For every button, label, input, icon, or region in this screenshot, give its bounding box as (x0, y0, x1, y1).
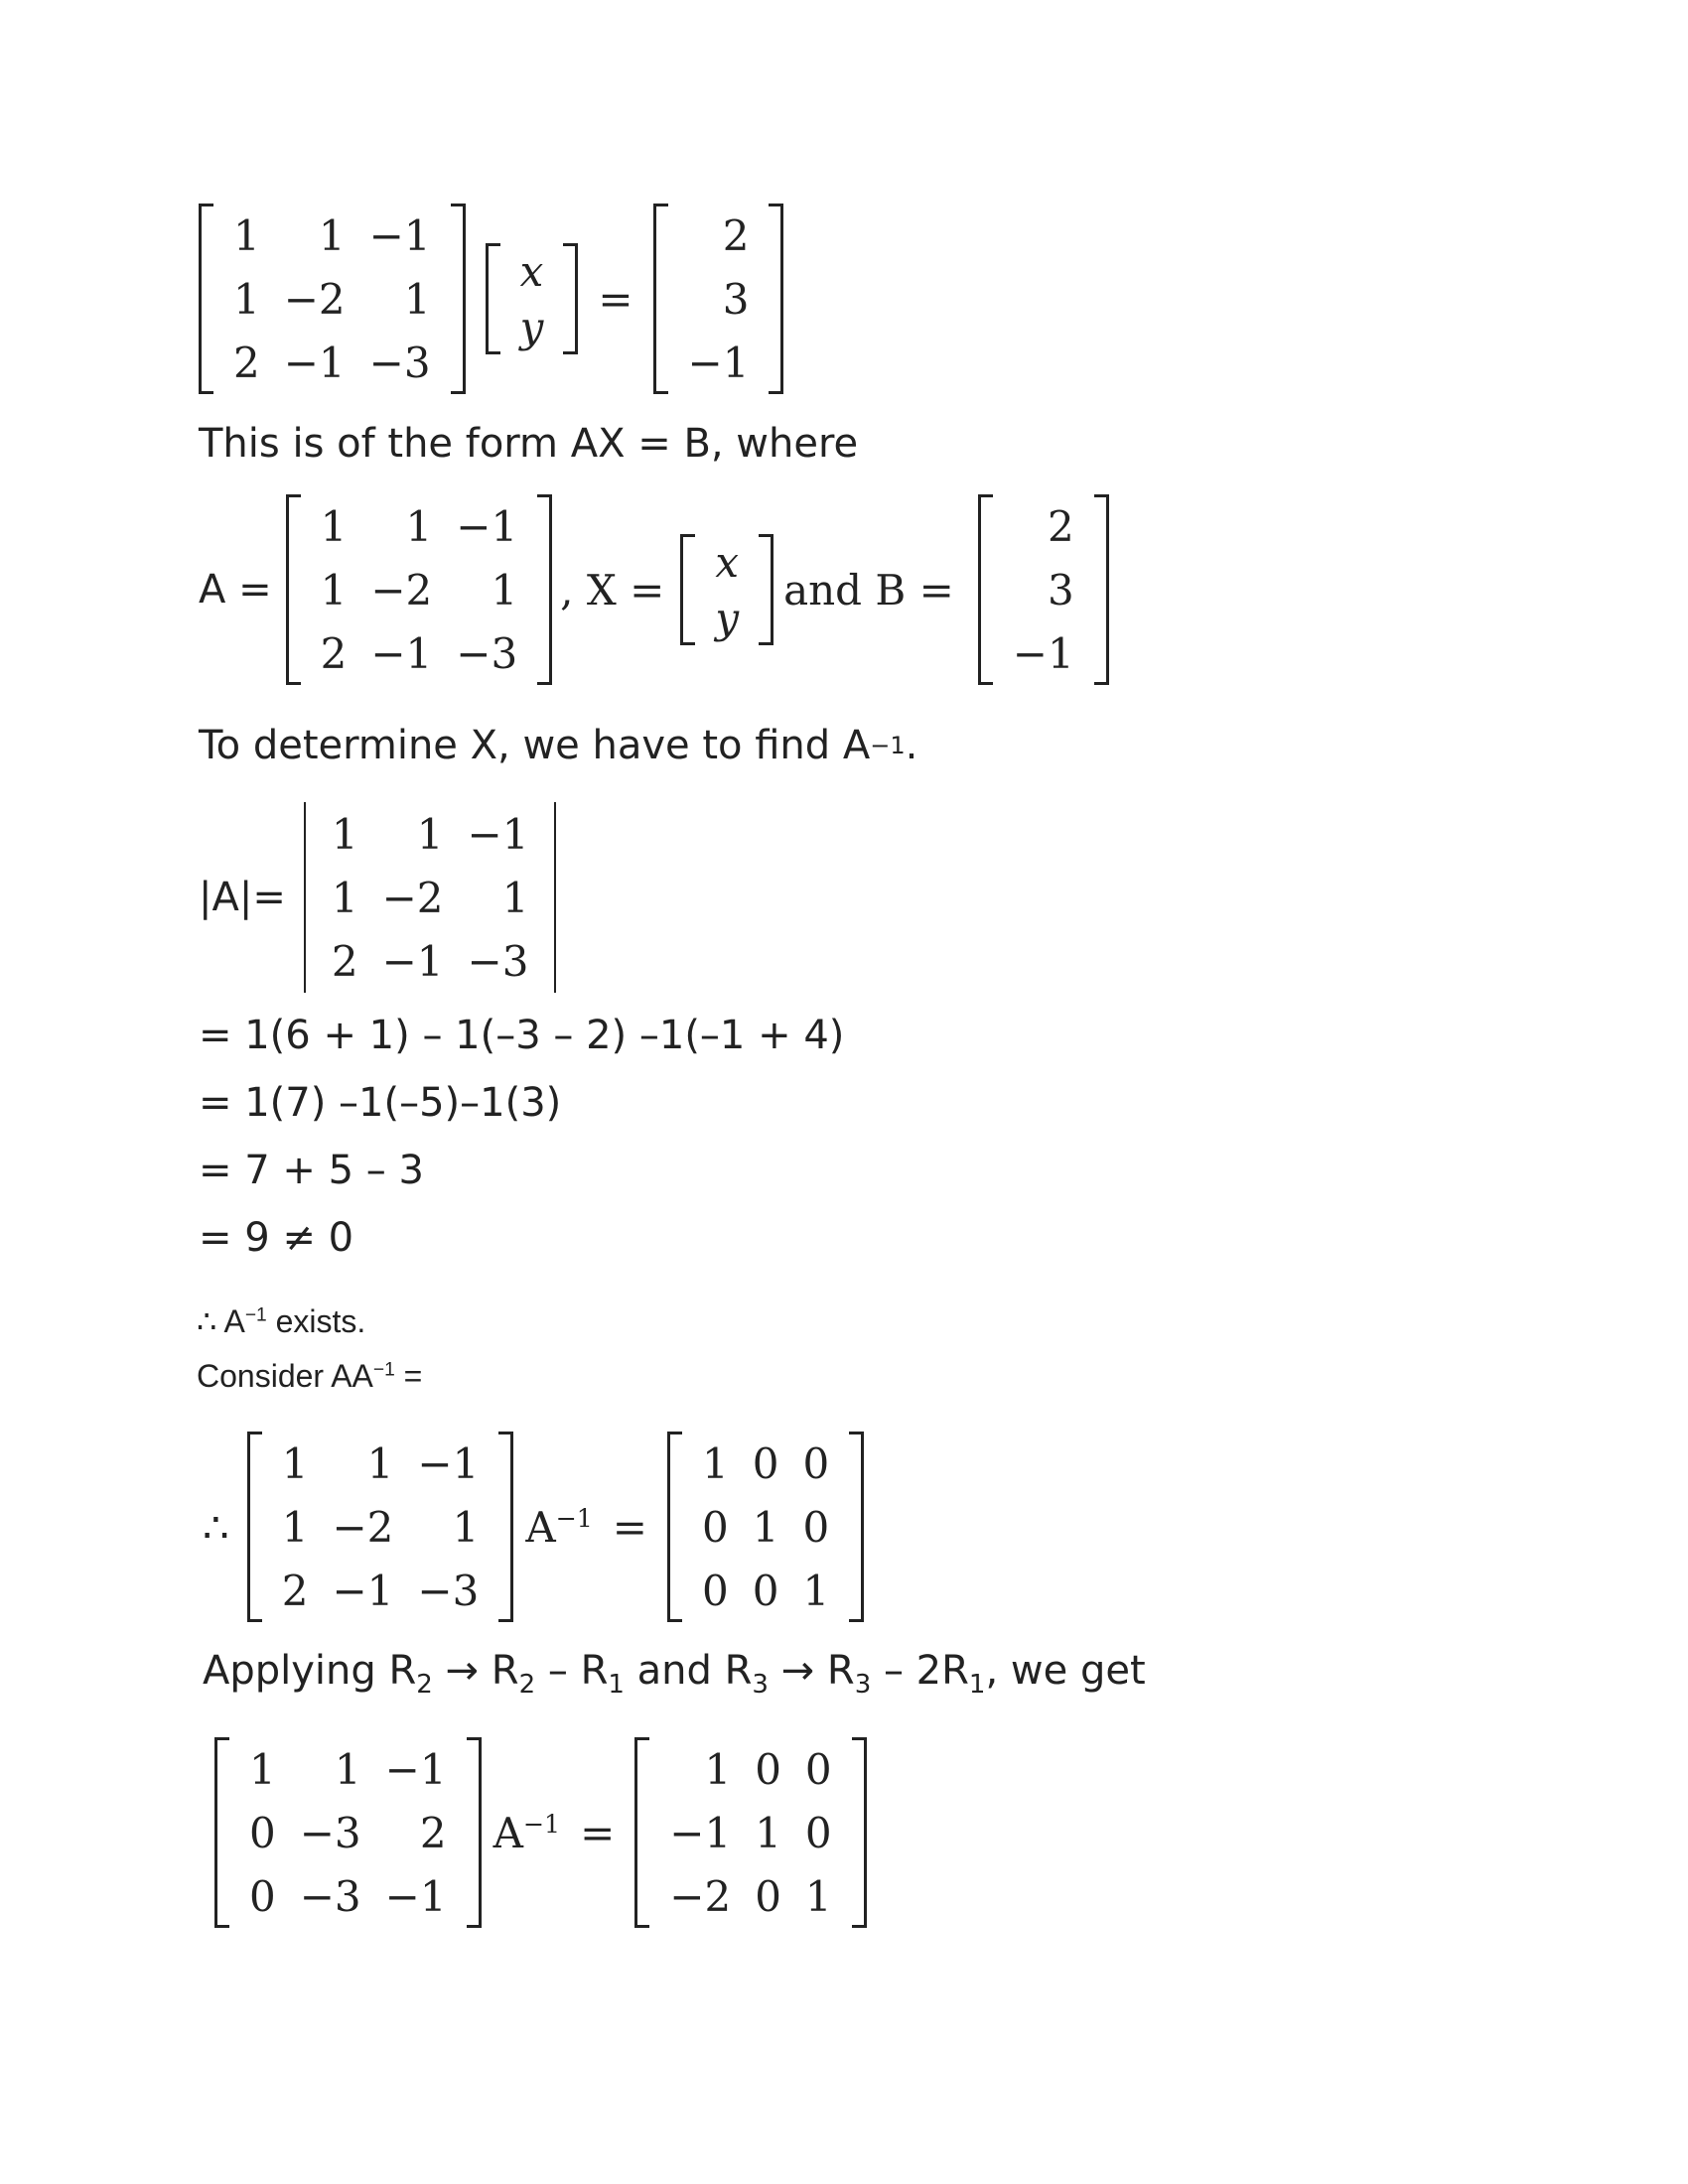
matrix-cell: 1 (318, 210, 346, 260)
form-text: This is of the form AX = B, where (199, 421, 859, 467)
matrix-cell: −1 (456, 501, 518, 551)
matrix-cell: −3 (368, 338, 431, 387)
matrix-cell: 1 (452, 1502, 480, 1552)
matrix-cell: 1 (491, 565, 518, 614)
definitions-row (199, 494, 1109, 685)
ainv-letter: A (492, 1808, 523, 1857)
vector-cell: x (519, 246, 544, 296)
matrix-cell: 1 (331, 873, 358, 922)
matrix-cell: −3 (456, 628, 518, 678)
vector-grid (695, 534, 759, 645)
matrix-cell: −1 (368, 210, 431, 260)
equals-sign: = (598, 274, 633, 324)
vector-grid (993, 494, 1094, 685)
matrix-cell: −2 (283, 274, 346, 324)
matrix-cell: −2 (381, 873, 444, 922)
op-subscript: 2 (518, 1670, 536, 1700)
matrix-grid (213, 204, 451, 394)
ainv-letter: A (525, 1502, 556, 1552)
matrix-cell: 0 (802, 1502, 830, 1552)
determine-text: To determine X, we have to find A −1 . (199, 723, 918, 768)
op-text: , we get (985, 1648, 1146, 1694)
op-subscript: 1 (608, 1670, 625, 1700)
matrix-a (247, 1432, 514, 1622)
op-subscript: 3 (854, 1670, 872, 1700)
matrix-cell: −1 (467, 809, 529, 859)
matrix-cell: −1 (669, 1808, 732, 1857)
matrix-cell: 1 (281, 1438, 309, 1488)
matrix-cell: 0 (755, 1744, 781, 1794)
vector-cell: 3 (722, 274, 750, 324)
op-subscript: 2 (416, 1670, 433, 1700)
matrix-cell: −2 (332, 1502, 394, 1552)
matrix-cell: −1 (381, 936, 444, 986)
vector-cell: y (715, 593, 740, 642)
vector-cell: −1 (1012, 628, 1074, 678)
matrix-cell: 1 (366, 1438, 394, 1488)
constant-vector (653, 204, 784, 394)
matrix-cell: 1 (281, 1502, 309, 1552)
matrix-cell: 2 (281, 1566, 309, 1615)
reduced-left-matrix (214, 1737, 482, 1928)
det-step-1: = 1(6 + 1) – 1(–3 – 2) –1(–1 + 4) (199, 1013, 845, 1058)
matrix-grid (649, 1737, 851, 1928)
matrix-cell: −1 (384, 1744, 447, 1794)
matrix-cell: −2 (669, 1871, 732, 1921)
vector-cell: 3 (1047, 565, 1074, 614)
matrix-grid (682, 1432, 849, 1622)
det-step-2: = 1(7) –1(–5)–1(3) (199, 1080, 562, 1126)
system-equation (199, 204, 783, 394)
equals-sign: = (580, 1808, 616, 1857)
matrix-cell: 0 (249, 1808, 276, 1857)
matrix-b (978, 494, 1109, 685)
inverse-superscript: −1 (555, 1503, 593, 1533)
matrix-cell: 1 (249, 1744, 276, 1794)
matrix-cell: −1 (384, 1871, 447, 1921)
op-text: – R (535, 1648, 609, 1694)
matrix-cell: −2 (370, 565, 433, 614)
matrix-cell: 0 (804, 1744, 832, 1794)
matrix-x (680, 534, 774, 645)
op-text: → R (768, 1648, 855, 1694)
matrix-cell: 0 (249, 1871, 276, 1921)
matrix-cell: 0 (802, 1438, 830, 1488)
matrix-cell: 0 (752, 1438, 779, 1488)
determinant-matrix (298, 802, 563, 993)
matrix-cell: 1 (804, 1871, 832, 1921)
determinant-row (199, 802, 562, 993)
matrix-cell: 2 (320, 628, 348, 678)
ainv-label (493, 1809, 560, 1857)
consider-suffix: = (394, 1358, 423, 1394)
matrix-cell: 1 (233, 210, 260, 260)
a-label: A = (199, 567, 272, 613)
exists-suffix: exists. (266, 1303, 366, 1339)
matrix-cell: −3 (467, 936, 529, 986)
matrix-cell: 1 (501, 873, 529, 922)
vector-cell: −1 (687, 338, 750, 387)
matrix-cell: 1 (405, 501, 433, 551)
matrix-cell: 1 (331, 809, 358, 859)
matrix-cell: 0 (752, 1566, 779, 1615)
matrix-cell: −3 (299, 1871, 361, 1921)
equals-sign: = (612, 1502, 647, 1552)
matrix-a (286, 494, 553, 685)
vector-cell: y (519, 302, 544, 351)
det-step-4: = 9 ≠ 0 (199, 1215, 354, 1261)
consider-text (197, 1358, 422, 1395)
op-subscript: 1 (968, 1670, 986, 1700)
b-label: and B = (783, 565, 954, 614)
matrix-grid (301, 494, 538, 685)
inverse-superscript: −1 (372, 1359, 395, 1381)
exists-text (197, 1302, 365, 1340)
determine-end: . (905, 723, 918, 768)
det-step-3: = 7 + 5 – 3 (199, 1148, 424, 1193)
det-label: |A|= (199, 875, 286, 920)
matrix-cell: −3 (417, 1566, 480, 1615)
inverse-superscript: −1 (522, 1809, 561, 1839)
inverse-equation (199, 1432, 864, 1622)
inverse-superscript: −1 (244, 1304, 267, 1326)
consider-prefix: Consider AA (197, 1358, 373, 1394)
exists-prefix: ∴ A (197, 1303, 245, 1339)
op-text: – 2R (871, 1648, 969, 1694)
matrix-cell: 2 (331, 936, 358, 986)
vector-cell: x (715, 537, 740, 587)
identity-matrix (667, 1432, 864, 1622)
matrix-cell: 1 (233, 274, 260, 324)
vector-grid (500, 243, 564, 354)
matrix-cell: 0 (755, 1871, 781, 1921)
matrix-grid (262, 1432, 499, 1622)
op-subscript: 3 (752, 1670, 769, 1700)
matrix-cell: 1 (416, 809, 444, 859)
matrix-grid (312, 802, 549, 993)
x-label: , X = (560, 565, 665, 614)
reduced-equation (214, 1737, 867, 1928)
matrix-cell: 1 (403, 274, 431, 324)
matrix-cell: 0 (804, 1808, 832, 1857)
matrix-cell: 1 (752, 1502, 779, 1552)
variable-vector (486, 243, 579, 354)
matrix-cell: −1 (417, 1438, 480, 1488)
ainv-label (525, 1503, 592, 1552)
op-text: Applying R (203, 1648, 417, 1694)
row-operation-text (203, 1648, 1146, 1700)
vector-cell: 2 (1047, 501, 1074, 551)
vector-cell: 2 (722, 210, 750, 260)
matrix-grid (229, 1737, 467, 1928)
vector-grid (668, 204, 770, 394)
matrix-cell: 1 (704, 1744, 732, 1794)
matrix-cell: −1 (283, 338, 346, 387)
therefore-symbol: ∴ (203, 1502, 229, 1552)
matrix-cell: 1 (702, 1438, 729, 1488)
matrix-cell: 2 (419, 1808, 447, 1857)
matrix-cell: 0 (702, 1566, 729, 1615)
matrix-cell: −1 (332, 1566, 394, 1615)
coefficient-matrix (199, 204, 466, 394)
matrix-cell: 0 (702, 1502, 729, 1552)
matrix-cell: 2 (233, 338, 260, 387)
matrix-cell: 1 (320, 501, 348, 551)
op-text: → R (432, 1648, 519, 1694)
matrix-cell: −1 (370, 628, 433, 678)
determine-main: To determine X, we have to find A (199, 723, 871, 768)
op-text: and R (624, 1648, 753, 1694)
reduced-right-matrix (634, 1737, 866, 1928)
matrix-cell: 1 (802, 1566, 830, 1615)
matrix-cell: 1 (755, 1808, 781, 1857)
matrix-cell: 1 (320, 565, 348, 614)
matrix-cell: 1 (334, 1744, 361, 1794)
matrix-cell: −3 (299, 1808, 361, 1857)
